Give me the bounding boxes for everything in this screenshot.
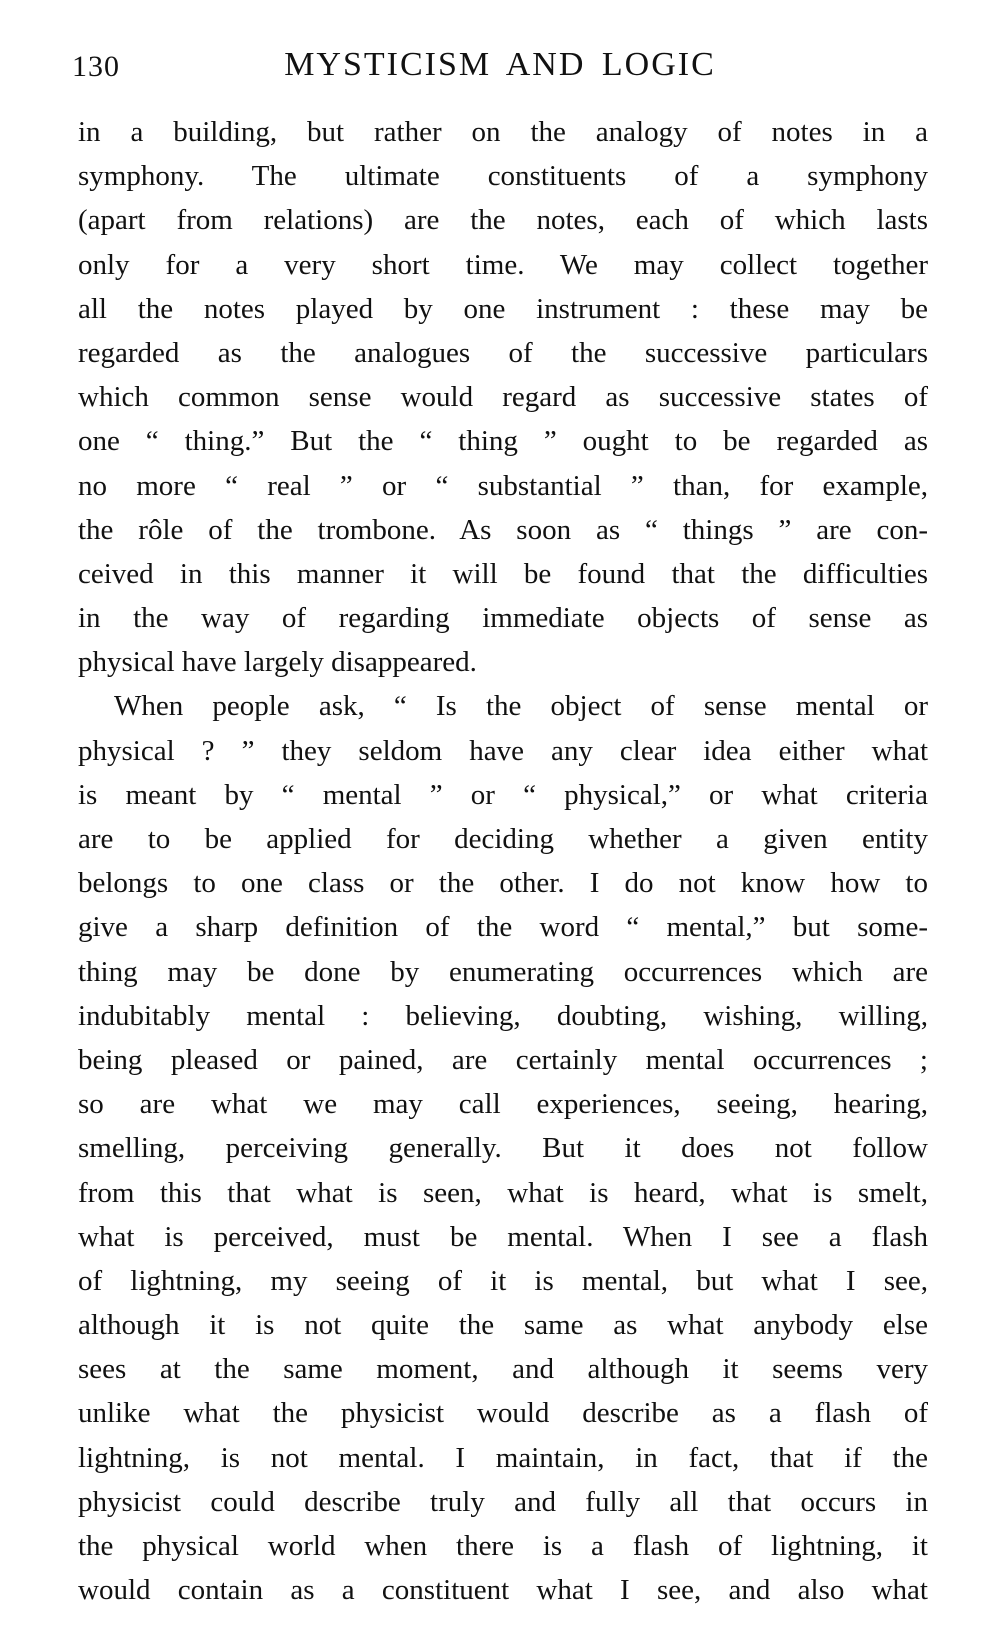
text-line: only for a very short time. We may collect together [78, 248, 928, 281]
text-line: ceived in this manner it will be found that the difficulties [78, 557, 928, 590]
text-line: When people ask, “ Is the object of sense mental or [114, 690, 928, 723]
paragraph-2 [78, 684, 928, 1612]
text-line: in the way of regarding immediate objects of sense as [78, 602, 928, 635]
running-title: MYSTICISM AND LOGIC [284, 46, 716, 83]
text-line: the physical world when there is a flash of lightning, it [78, 1530, 928, 1562]
text-line: no more “ real ” or “ substantial ” than, for example, [78, 469, 928, 502]
text-line: from this that what is seen, what is heard, what is smelt, [78, 1176, 928, 1209]
text-line: physical have largely disappeared. [78, 646, 477, 679]
text-line: (apart from relations) are the notes, each of which lasts [78, 204, 928, 237]
text-line: give a sharp definition of the word “ mental,” but some- [78, 911, 928, 944]
text-line: would contain as a constituent what I see, and also what [78, 1574, 928, 1607]
running-head [72, 42, 928, 92]
body-text [78, 110, 928, 1612]
text-line: the rôle of the trombone. As soon as “ things ” are con- [78, 513, 928, 546]
text-line: what is perceived, must be mental. When I see a flash [78, 1220, 928, 1253]
text-line: thing may be done by enumerating occurrences which are [78, 955, 928, 988]
page-number: 130 [72, 50, 120, 83]
text-line: so are what we may call experiences, seeing, hearing, [78, 1088, 928, 1121]
text-line: all the notes played by one instrument : these may be [78, 292, 928, 325]
text-line: sees at the same moment, and although it seems very [78, 1353, 928, 1386]
text-line: of lightning, my seeing of it is mental, but what I see, [78, 1264, 928, 1297]
text-line: symphony. The ultimate constituents of a symphony [78, 160, 928, 193]
text-line: unlike what the physicist would describe as a flash of [78, 1397, 928, 1430]
text-line: in a building, but rather on the analogy of notes in a [78, 116, 928, 148]
text-line: physicist could describe truly and fully all that occurs in [78, 1485, 928, 1518]
paragraph-1 [78, 110, 928, 684]
text-line: are to be applied for deciding whether a given entity [78, 823, 928, 855]
text-line: physical ? ” they seldom have any clear idea either what [78, 734, 928, 767]
text-line: belongs to one class or the other. I do not know how to [78, 867, 928, 900]
text-line: lightning, is not mental. I maintain, in fact, that if the [78, 1441, 928, 1474]
text-line: one “ thing.” But the “ thing ” ought to be regarded as [78, 425, 928, 458]
text-line: being pleased or pained, are certainly mental occurrences ; [78, 1043, 928, 1076]
text-line: which common sense would regard as successive states of [78, 381, 928, 414]
text-line: smelling, perceiving generally. But it does not follow [78, 1132, 928, 1165]
text-line: is meant by “ mental ” or “ physical,” or what criteria [78, 778, 928, 811]
text-line: although it is not quite the same as what anybody else [78, 1309, 928, 1342]
text-line: indubitably mental : believing, doubting, wishing, willing, [78, 999, 928, 1032]
text-line: regarded as the analogues of the successive particulars [78, 336, 928, 369]
